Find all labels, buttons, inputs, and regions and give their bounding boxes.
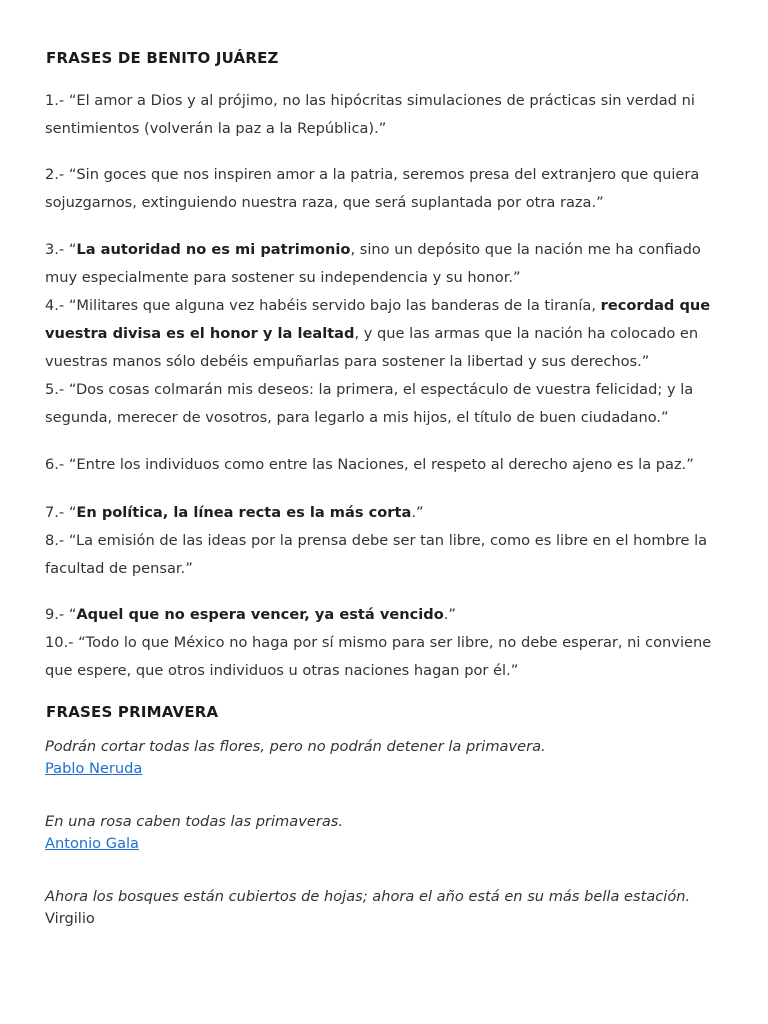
primavera-heading: FRASES PRIMAVERA [46, 703, 219, 721]
quote-4-prefix: 4.- “Militares que alguna vez habéis servido bajo las banderas de la tiranía, [45, 297, 601, 314]
primavera-quote-2 [45, 811, 735, 855]
quote-10: 10.- “Todo lo que México no haga por sí mismo para ser libre, no debe esperar, ni conviene que espere, que otros individuos u otras naciones hagan por él.” [45, 634, 712, 679]
quote-9-suffix: .” [443, 606, 456, 623]
primavera-quote-1-text: Podrán cortar todas las flores, pero no podrán detener la primavera. [45, 738, 546, 755]
primavera-quote-3 [45, 886, 735, 930]
author-link-pablo-neruda[interactable]: Pablo Neruda [45, 760, 143, 777]
quote-7-suffix: .” [411, 504, 424, 521]
quote-3-prefix: 3.- “ [45, 241, 77, 258]
quote-4-bold: recordad que vuestra divisa es el honor y la lealtad [45, 297, 711, 342]
author-virgilio: Virgilio [45, 910, 95, 927]
quote-7-bold: En política, la línea recta es la más corta [76, 504, 412, 521]
quote-3-suffix: , sino un depósito que la nación me ha confiado muy especialmente para sostener su independencia y su honor.” [45, 241, 701, 286]
quote-9-bold: Aquel que no espera vencer, ya está vencido [76, 606, 444, 623]
quote-4 [45, 292, 725, 376]
quote-7 [45, 499, 725, 527]
quote-7-prefix: 7.- “ [45, 504, 77, 521]
quote-9-prefix: 9.- “ [45, 606, 77, 623]
quote-3 [45, 236, 725, 292]
quote-3-bold: La autoridad no es mi patrimonio [76, 241, 351, 258]
quote-4-suffix: , y que las armas que la nación ha colocado en vuestras manos sólo debéis empuñarlas para sostener la libertad y sus derechos.” [45, 325, 699, 370]
quote-2: 2.- “Sin goces que nos inspiren amor a la patria, seremos presa del extranjero que quiera sojuzgarnos, extinguiendo nuestra raza, que será suplantada por otra raza.” [45, 166, 700, 211]
primavera-quote-1 [45, 736, 735, 780]
primavera-quote-2-text: En una rosa caben todas las primaveras. [45, 813, 344, 830]
benito-juarez-heading: FRASES DE BENITO JUÁREZ [46, 49, 279, 67]
quote-9 [45, 601, 725, 629]
primavera-quote-3-text: Ahora los bosques están cubiertos de hojas; ahora el año está en su más bella estación. [45, 888, 691, 905]
quote-1: 1.- “El amor a Dios y al prójimo, no las hipócritas simulaciones de prácticas sin verdad ni sentimientos (volverán la paz a la República).” [45, 92, 695, 137]
quote-6: 6.- “Entre los individuos como entre las Naciones, el respeto al derecho ajeno es la paz.” [45, 456, 694, 473]
quote-5: 5.- “Dos cosas colmarán mis deseos: la primera, el espectáculo de vuestra felicidad; y la segunda, merecer de vosotros, para legarlo a mis hijos, el título de buen ciudadano.” [45, 381, 694, 426]
quote-8: 8.- “La emisión de las ideas por la prensa debe ser tan libre, como es libre en el hombre la facultad de pensar.” [45, 532, 708, 577]
author-link-antonio-gala[interactable]: Antonio Gala [45, 835, 140, 852]
